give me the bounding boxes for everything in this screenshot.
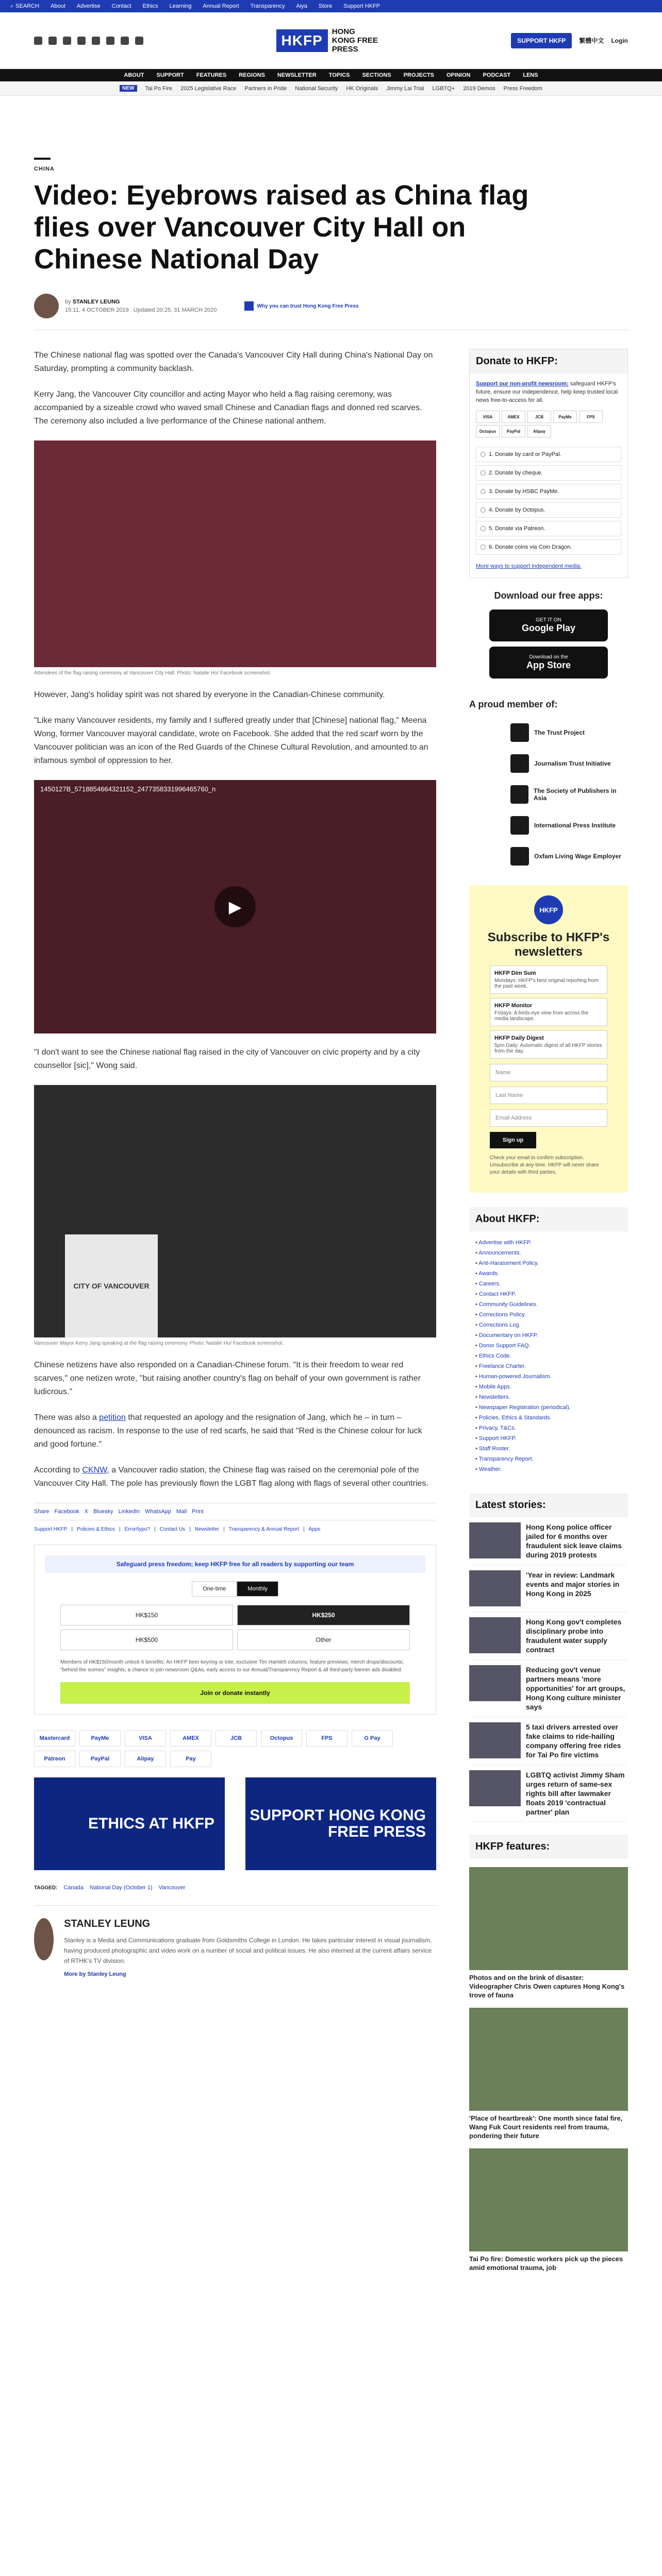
story-headline: 'Year in review: Landmark events and major stories in Hong Kong in 2025 (526, 1571, 620, 1598)
amount-option[interactable]: HK$150 (60, 1605, 233, 1625)
sidebar (469, 349, 628, 2272)
story-thumbnail (469, 1722, 521, 1758)
about-link[interactable]: • Ethics Code. (475, 1353, 511, 1359)
app-store-button[interactable]: Download on the App Store (489, 647, 608, 679)
newsletter-heading: Subscribe to HKFP's newsletters (487, 930, 610, 959)
footer-link[interactable]: Error/typo? (124, 1527, 151, 1532)
card-logo: PayMe (553, 411, 577, 423)
payment-logo: G Pay (352, 1730, 393, 1747)
story-thumbnail (469, 1570, 521, 1606)
card-logo: JCB (527, 411, 551, 423)
site-header (0, 12, 662, 69)
about-link[interactable]: • Weather. (475, 1466, 502, 1472)
story-thumbnail (469, 1617, 521, 1653)
instagram-icon[interactable] (63, 37, 71, 45)
about-link[interactable]: • Newsletters. (475, 1394, 510, 1400)
payment-logo: AMEX (170, 1730, 211, 1747)
card-logo: Octopus (476, 425, 500, 437)
share-print[interactable]: Print (192, 1509, 204, 1515)
trending-item[interactable]: Tai Po Fire (145, 85, 173, 92)
feature-image (469, 2008, 628, 2111)
trending-item[interactable]: LGBTQ+ (432, 85, 455, 92)
feature-story[interactable] (469, 2148, 628, 2272)
article-title: Video: Eyebrows raised as China flag flies over Vancouver City Hall on Chinese National Day (34, 180, 529, 275)
topbar-annual-report[interactable]: Annual Report (203, 3, 239, 9)
latest-story[interactable] (469, 1660, 628, 1717)
byline-text: by STANLEY LEUNG 15:11, 4 OCTOBER 2019 Updated 20:25, 31 MARCH 2020 (65, 299, 217, 313)
story-headline: Hong Kong police officer jailed for 6 months over fraudulent sick leave claims during 2019 protests (526, 1523, 622, 1559)
about-link[interactable]: • Community Guidelines. (475, 1301, 538, 1308)
ipi-icon (510, 816, 529, 835)
footer-link[interactable]: Policies & Ethics (77, 1527, 115, 1532)
support-hkfp-button[interactable]: SUPPORT HKFP (511, 33, 572, 48)
topbar-ethics[interactable]: Ethics (142, 3, 158, 9)
about-link[interactable]: • Donor Support FAQ. (475, 1343, 531, 1349)
main-nav (0, 69, 662, 81)
donate-widget (34, 1545, 436, 1715)
footer-link[interactable]: Contact Us (159, 1527, 186, 1532)
share-whatsapp[interactable]: WhatsApp (145, 1509, 171, 1515)
email-field[interactable]: Email Address (490, 1109, 607, 1127)
sopa-icon (510, 785, 528, 804)
tag-list (34, 1885, 436, 1891)
story-headline: Reducing gov't venue partners means 'more opportunities' for art groups, Hong Kong culture minister says (526, 1666, 625, 1711)
about-link[interactable]: • Careers. (475, 1281, 501, 1287)
page-container (34, 158, 628, 2272)
social-icons (34, 37, 143, 45)
share-x[interactable]: X (84, 1509, 89, 1515)
tag[interactable]: National Day (October 1) (89, 1885, 153, 1891)
photo-caption: Attendees of the flag raising ceremony at Vancouver City Hall. Photo: Natalie Ho/ Facebook screenshot. (34, 670, 271, 676)
nav-about[interactable]: ABOUT (124, 72, 144, 78)
amount-option[interactable]: HK$500 (60, 1630, 233, 1650)
feature-headline: Tai Po fire: Domestic workers pick up the pieces amid emotional trauma, job (469, 2255, 623, 2272)
payment-logo: Patreon (34, 1751, 75, 1767)
logo-text: HONG KONG FREE PRESS (332, 27, 378, 54)
donate-option[interactable]: 4. Donate by Octopus. (476, 502, 621, 518)
oxfam-icon (510, 847, 529, 866)
new-badge: NEW (120, 85, 137, 92)
podium-sign: CITY OF VANCOUVER (65, 1234, 158, 1337)
feature-story[interactable] (469, 1867, 628, 1999)
apps-heading: Download our free apps: (494, 590, 603, 601)
amount-option-selected[interactable]: HK$250 (237, 1605, 410, 1625)
logo-mark: HKFP (276, 29, 328, 52)
about-link[interactable]: • Policies, Ethics & Standards. (475, 1415, 552, 1421)
name-field[interactable]: Name (490, 1064, 607, 1081)
donate-intro: Support our non-profit newsroom: safeguard HKFP's future, ensure our independence, help keep trusted local news free-to-access for all. (476, 381, 618, 403)
latest-story[interactable] (469, 1717, 628, 1765)
about-link[interactable]: • Privacy, T&Cs. (475, 1425, 516, 1431)
paragraph: Kerry Jang, the Vancouver City councillor and acting Mayor who held a flag raising ceremony, was accompanied by a sizeable crowd who waved small Chinese and Canadian flags and donned red scarves. The ceremony also included a live performance of the Chinese national anthem. (34, 390, 422, 426)
bluesky-icon[interactable] (77, 37, 86, 45)
card-logo: AMEX (502, 411, 525, 423)
card-logo: Alipay (527, 425, 551, 437)
feature-image (469, 2148, 628, 2251)
more-by-author-link[interactable]: More by Stanley Leung (64, 1971, 126, 1977)
latest-story[interactable] (469, 1765, 628, 1822)
login-link[interactable]: Login (611, 37, 628, 44)
about-section (469, 1207, 628, 1481)
donate-option[interactable]: 2. Donate by cheque. (476, 465, 621, 481)
nav-opinion[interactable]: OPINION (446, 72, 471, 78)
about-link[interactable]: • Staff Roster. (475, 1446, 510, 1452)
card-logos (470, 411, 627, 444)
story-thumbnail (469, 1665, 521, 1701)
topbar-contact[interactable]: Contact (111, 3, 131, 9)
share-bluesky[interactable]: Bluesky (93, 1509, 113, 1515)
footer-link[interactable]: Apps (308, 1527, 321, 1532)
jti-icon (510, 754, 529, 773)
donate-option[interactable]: 5. Donate via Patreon. (476, 521, 621, 536)
newsletter-logo: HKFP (534, 895, 563, 924)
trending-item[interactable]: 2025 Legislative Race (180, 85, 237, 92)
speech-photo (34, 1085, 436, 1337)
nav-lens[interactable]: LENS (523, 72, 538, 78)
topbar-support[interactable]: Support HKFP (343, 3, 380, 9)
footer-link[interactable]: Transparency & Annual Report (228, 1527, 300, 1532)
latest-story[interactable] (469, 1612, 628, 1660)
member-logo[interactable]: Journalism Trust Initiative (510, 751, 628, 776)
member-logo[interactable]: The Society of Publishers in Asia (510, 782, 628, 807)
latest-stories (469, 1493, 628, 1822)
paragraph: There was also a petition that requested an apology and the resignation of Jang, which he – in turn – denounced as racism. In response to the use of red scarfs, he said that "Red is the Chinese colour for luck and good fortune." (34, 1413, 422, 1449)
payment-logo: Pay (170, 1751, 211, 1767)
tag[interactable]: Canada (63, 1885, 84, 1891)
share-linkedin[interactable]: LinkedIn (118, 1509, 140, 1515)
nav-projects[interactable]: PROJECTS (403, 72, 434, 78)
cknw-link[interactable]: CKNW (82, 1466, 107, 1475)
last-name-field[interactable]: Last Name (490, 1087, 607, 1104)
newsletter-option[interactable]: HKFP Daily Digest 5pm Daily: Automatic digest of all HKFP stories from the day. (490, 1030, 607, 1059)
section-rule (34, 158, 51, 160)
topbar-store[interactable]: Store (318, 3, 333, 9)
tab-one-time[interactable]: One-time (192, 1581, 237, 1597)
language-link[interactable]: 繁體中文 (579, 37, 604, 44)
sidebar-donate (469, 349, 628, 578)
about-link[interactable]: • Transparency Report. (475, 1456, 534, 1462)
card-logo: PayPal (502, 425, 525, 437)
paragraph: Chinese netizens have also responded on a Canadian-Chinese forum. "It is their freedom to wear red scarves," one netizen wrote, "but raising another country's flag on behalf of your own government is rather ludicrous." (34, 1361, 421, 1396)
nav-support[interactable]: SUPPORT (156, 72, 184, 78)
petition-link[interactable]: petition (99, 1413, 126, 1422)
latest-heading: Latest stories: (469, 1493, 628, 1517)
site-logo[interactable] (276, 27, 378, 54)
about-link[interactable]: • Corrections Log. (475, 1322, 521, 1328)
about-link[interactable]: • Corrections Policy. (475, 1312, 526, 1318)
payment-logo: VISA (125, 1730, 166, 1747)
nav-features[interactable]: FEATURES (196, 72, 227, 78)
paragraph: The Chinese national flag was spotted over the Canada's Vancouver City Hall during China's National Day on Saturday, prompting a community backlash. (34, 351, 433, 373)
nav-sections[interactable]: SECTIONS (362, 72, 391, 78)
search-icon: ⌕ (10, 3, 14, 9)
trending-nav (0, 81, 662, 96)
nav-podcast[interactable]: PODCAST (483, 72, 511, 78)
about-link[interactable]: • Announcements. (475, 1250, 521, 1256)
nav-regions[interactable]: REGIONS (239, 72, 265, 78)
author-avatar[interactable] (34, 294, 59, 318)
author-link[interactable]: STANLEY LEUNG (72, 299, 120, 305)
publish-date: 15:11, 4 OCTOBER 2019 (65, 307, 129, 313)
about-link[interactable]: • Advertise with HKFP. (475, 1240, 532, 1246)
youtube-icon[interactable] (121, 37, 129, 45)
share-label: Share (34, 1509, 49, 1515)
radio-icon (481, 470, 486, 476)
member-logo[interactable]: Oxfam Living Wage Employer (510, 844, 628, 869)
about-link[interactable]: • Freelance Charter. (475, 1363, 526, 1369)
x-icon[interactable] (48, 37, 57, 45)
latest-story[interactable] (469, 1565, 628, 1612)
story-thumbnail (469, 1522, 521, 1558)
payment-logo: PayPal (79, 1751, 121, 1767)
updated-date: Updated 20:25, 31 MARCH 2020 (133, 307, 217, 313)
author-name[interactable]: STANLEY LEUNG (64, 1918, 151, 1929)
trending-item[interactable]: Press Freedom (503, 85, 542, 92)
trending-item[interactable]: Jimmy Lai Trial (386, 85, 424, 92)
topbar-transparency[interactable]: Transparency (250, 3, 285, 9)
video-title: 1450127B_5718854664321152_2477358331996465760_n (40, 785, 216, 793)
paragraph: According to CKNW, a Vancouver radio station, the Chinese flag was raised on the ceremonial pole of the Vancouver City Hall. The pole has previously flown the LGBT flag along with flags of several other countries. (34, 1466, 428, 1488)
more-ways-link[interactable]: More ways to support independent media. (476, 563, 582, 569)
footer-link[interactable]: Support HKFP (34, 1527, 68, 1532)
story-headline: 5 taxi drivers arrested over fake claims to ride-hailing company offering free rides for Tai Po fire victims (526, 1723, 621, 1759)
trust-link[interactable]: Why you can trust Hong Kong Free Press (244, 301, 358, 311)
trust-icon (244, 301, 254, 311)
member-logo[interactable]: International Press Institute (510, 813, 628, 838)
top-utility-bar (0, 0, 662, 12)
facebook-icon[interactable] (34, 37, 42, 45)
about-heading: About HKFP: (469, 1207, 628, 1231)
tag[interactable]: Vancouver (158, 1885, 186, 1891)
nav-newsletter[interactable]: NEWSLETTER (277, 72, 317, 78)
amount-option[interactable]: Other (237, 1630, 410, 1650)
member-logo[interactable]: The Trust Project (510, 720, 628, 745)
signup-button[interactable]: Sign up (490, 1132, 536, 1148)
topbar-aiya[interactable]: Aiya (296, 3, 307, 9)
footer-link[interactable]: Newsletter (194, 1527, 220, 1532)
about-link[interactable]: • Anti-Harassment Policy. (475, 1260, 539, 1266)
feature-story[interactable] (469, 2008, 628, 2140)
features-section (469, 1835, 628, 2272)
author-box-avatar[interactable] (34, 1918, 54, 1960)
share-facebook[interactable]: Facebook (54, 1509, 79, 1515)
feature-headline: 'Place of heartbreak': One month since fatal fire, Wang Fuk Court residents reel from trauma, pondering their future (469, 2114, 623, 2140)
feature-headline: Photos and on the brink of disaster: Videographer Chris Owen captures Hong Kong's trove of fauna (469, 1974, 625, 1999)
rss-icon[interactable] (135, 37, 143, 45)
feature-image (469, 1867, 628, 1970)
support-banner[interactable]: SUPPORT HONG KONG FREE PRESS (245, 1777, 436, 1870)
search-link[interactable]: ⌕ SEARCH (10, 3, 40, 9)
radio-icon (481, 545, 486, 550)
radio-icon (481, 489, 486, 494)
sidebar-heading: Donate to HKFP: (470, 349, 627, 374)
latest-story[interactable] (469, 1517, 628, 1565)
payment-logo: Octopus (261, 1730, 302, 1747)
about-link[interactable]: • Awards. (475, 1270, 499, 1277)
article-body (34, 349, 436, 2272)
card-logo: FPS (579, 411, 603, 423)
donate-banner[interactable]: Safeguard press freedom; keep HKFP free for all readers by supporting our team (45, 1555, 425, 1573)
about-link[interactable]: • Contact HKFP. (475, 1291, 516, 1297)
payment-logo: PayMe (79, 1730, 121, 1747)
about-link[interactable]: • Documentary on HKFP. (475, 1332, 538, 1338)
newsletter-signup (469, 885, 628, 1193)
google-play-button[interactable]: GET IT ON Google Play (489, 609, 608, 641)
radio-icon (481, 526, 486, 531)
newsletter-option[interactable]: HKFP Dim Sum Mondays: HKFP's best original reporting from the past week. (490, 965, 607, 994)
photo-caption: Vancouver Mayor Kerry Jang speaking at the flag raising ceremony. Photo: Natalie Ho/ Facebook screenshot. (34, 1341, 284, 1346)
radio-icon (481, 452, 486, 457)
member-benefits: Members of HK$150/month unlock 6 benefits: An HKFP beer keyring or tote; exclusive Tim Hamlett columns; feature previews; merch drops/discounts; "behind the scenes" insights; a chance to join newsroom Q&As, early access to our Annual/Transparency Report & all third-party banner ads disabled. (60, 1659, 404, 1673)
nav-topics[interactable]: TOPICS (328, 72, 350, 78)
ethics-banner[interactable]: ETHICS AT HKFP (34, 1777, 225, 1870)
payment-logo: Alipay (125, 1751, 166, 1767)
play-icon[interactable]: ▶ (214, 886, 256, 927)
donate-option[interactable]: 3. Donate by HSBC PayMe. (476, 484, 621, 499)
author-bio: Stanley is a Media and Communications graduate from Goldsmiths College in London. He takes particular interest in visual journalism, having produced photographic and video work on a number of social and political issues. He also interned at the current affairs service of RTHK's TV division. (64, 1937, 432, 1964)
trending-item[interactable]: Partners in Pride (244, 85, 287, 92)
payment-logos (34, 1730, 436, 1767)
tab-monthly[interactable]: Monthly (237, 1581, 278, 1597)
trending-item[interactable]: HK Originals (346, 85, 378, 92)
paragraph: "I don't want to see the Chinese national flag raised in the city of Vancouver on civic property and by a city counsellor [sic]," Wong said. (34, 1048, 420, 1070)
trending-item[interactable]: National Security (295, 85, 338, 92)
payment-logo: Mastercard (34, 1730, 75, 1747)
byline (34, 294, 628, 330)
topbar-about[interactable]: About (51, 3, 65, 9)
trust-project-icon (510, 723, 529, 742)
story-thumbnail (469, 1770, 521, 1806)
story-headline: Hong Kong gov't completes disciplinary probe into fraudulent water supply contract (526, 1618, 622, 1654)
about-link[interactable]: • Mobile Apps. (475, 1384, 511, 1390)
topbar-advertise[interactable]: Advertise (76, 3, 101, 9)
paragraph: "Like many Vancouver residents, my family and I suffered greatly under that [Chinese] national flag," Meena Wong, former Vancouver mayoral candidate, wrote on Facebook. She added that the red scarf worn by the Vancouver politician was an icon of the Red Guards of the Chinese Cultural Revolution, and amounted to an infamous symbol of oppression to her. (34, 716, 428, 765)
features-heading: HKFP features: (469, 1835, 628, 1859)
share-mail[interactable]: Mail (176, 1509, 187, 1515)
threads-icon[interactable] (92, 37, 100, 45)
share-bar (34, 1503, 436, 1520)
article-category[interactable]: CHINA (34, 166, 55, 172)
trending-item[interactable]: 2019 Demos (463, 85, 495, 92)
ceremony-photo (34, 440, 436, 667)
donate-option[interactable]: 6. Donate coins via Coin Dragon. (476, 539, 621, 555)
article-footer-links: Support HKFP | Policies & Ethics | Error/typo? | Contact Us | Newsletter | Transparency & Annual Report | Apps (34, 1527, 321, 1532)
story-headline: LGBTQ activist Jimmy Sham urges return of same-sex rights bill after lawmaker floats 2019 'contractual partner' plan (526, 1771, 625, 1816)
about-link[interactable]: • Newspaper Registration (periodical). (475, 1404, 571, 1411)
payment-logo: JCB (216, 1730, 257, 1747)
telegram-icon[interactable] (106, 37, 114, 45)
apps-section (469, 590, 628, 679)
join-button[interactable]: Join or donate instantly (60, 1682, 410, 1704)
membership-heading: A proud member of: (469, 699, 558, 709)
newsletter-fineprint: Check your email to confirm subscription. Unsubscribe at any time. HKFP will never share your details with third parties. (490, 1155, 599, 1175)
newsletter-option[interactable]: HKFP Monitor Fridays: A birds-eye view from across the media landscape. (490, 998, 607, 1026)
embedded-video[interactable] (34, 780, 436, 1033)
tags-label: TAGGED: (34, 1885, 58, 1891)
card-logo: VISA (476, 411, 500, 423)
topbar-learning[interactable]: Learning (169, 3, 192, 9)
author-box (34, 1905, 436, 1977)
about-link[interactable]: • Human-powered Journalism. (475, 1374, 552, 1380)
about-link[interactable]: • Support HKFP. (475, 1435, 517, 1442)
paragraph: However, Jang's holiday spirit was not shared by everyone in the Canadian-Chinese community. (34, 690, 385, 699)
radio-icon (481, 507, 486, 513)
payment-logo: FPS (306, 1730, 347, 1747)
about-links (469, 1231, 628, 1481)
membership-section (469, 699, 628, 869)
donate-option[interactable]: 1. Donate by card or PayPal. (476, 447, 621, 462)
